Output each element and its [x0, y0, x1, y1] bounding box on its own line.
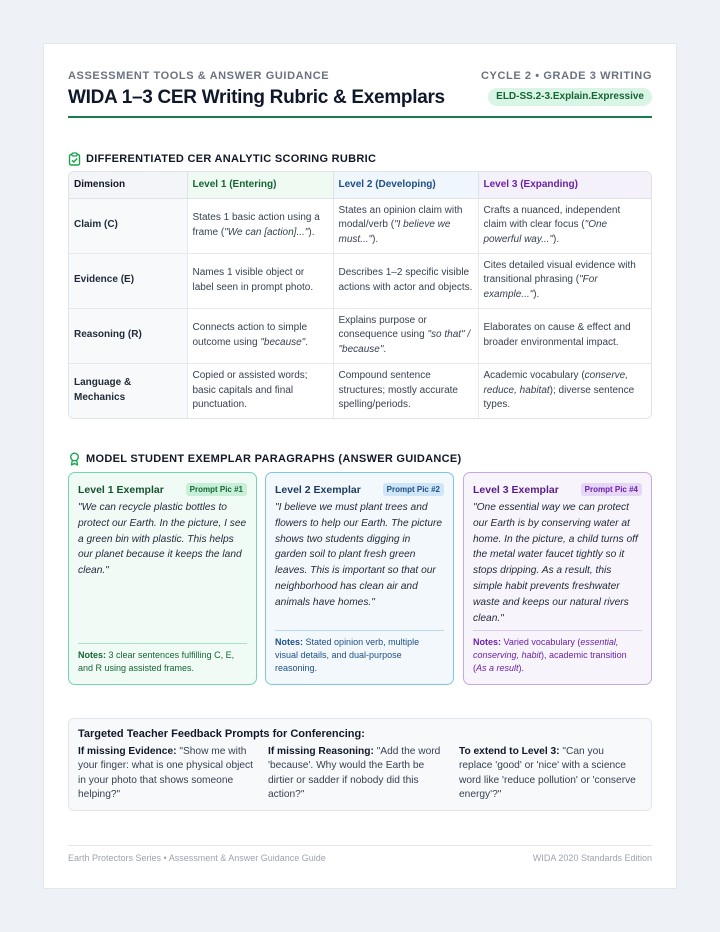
- teacher-feedback-box: [68, 718, 652, 811]
- dimension-cell: Evidence (E): [69, 253, 187, 308]
- level-3-cell: Academic vocabulary (conserve, reduce, habitat); diverse sentence types.: [483, 370, 635, 410]
- card-header: [473, 482, 642, 498]
- level-1-cell: Connects action to simple outcome using "because".: [187, 308, 333, 363]
- card-header: [78, 482, 247, 498]
- card-title: Level 1 Exemplar: [78, 484, 164, 496]
- exemplar-card-level-2: [265, 472, 454, 685]
- level-2-cell: Describes 1–2 specific visible actions with actor and objects.: [333, 253, 478, 308]
- level-3-cell: Crafts a nuanced, independent claim with clear focus ("One powerful way...").: [478, 198, 651, 253]
- prompt-pic-tag: Prompt Pic #1: [186, 483, 247, 496]
- exemplar-paragraph: "We can recycle plastic bottles to protect our Earth. In the picture, I see a green bin with plastic. This helps our planet because it keeps the land clean.": [78, 502, 247, 577]
- dimension-cell: Language & Mechanics: [69, 363, 187, 418]
- exemplar-notes: Notes: 3 clear sentences fulfilling C, E, and R using assisted frames.: [78, 643, 247, 675]
- clipboard-check-icon: [68, 152, 81, 166]
- rubric-page: [43, 43, 677, 889]
- table-row: [69, 198, 651, 253]
- header-divider: [68, 116, 652, 118]
- table-row: [69, 363, 651, 418]
- rubric-header-row: [69, 172, 651, 198]
- dimension-cell: Claim (C): [69, 198, 187, 253]
- level-2-cell: States an opinion claim with modal/verb ("I believe we must...").: [333, 198, 478, 253]
- level-1-cell: Names 1 visible object or label seen in prompt photo.: [187, 253, 333, 308]
- column-header-dimension: Dimension: [69, 172, 187, 198]
- award-ribbon-icon: [68, 452, 81, 466]
- exemplar-card-level-1: [68, 472, 257, 685]
- exemplar-paragraph: "I believe we must plant trees and flowers to help our Earth. The picture shows two students digging in garden soil to plant fresh green leaves. This is important so that our neighborhood has clean air and animals have homes.": [275, 502, 443, 608]
- prompt-pic-tag: Prompt Pic #2: [383, 483, 444, 496]
- rubric-section-title: [68, 152, 376, 166]
- header-eyebrow: ASSESSMENT TOOLS & ANSWER GUIDANCE: [68, 70, 330, 82]
- standard-badge: ELD-SS.2-3.Explain.Expressive: [488, 88, 652, 106]
- level-2-cell: Explains purpose or consequence using "so that" / "because".: [333, 308, 478, 363]
- footer-edition: WIDA 2020 Standards Edition: [532, 853, 652, 863]
- level-3-cell: Elaborates on cause & effect and broader environmental impact.: [478, 308, 651, 363]
- exemplars-section-title: [68, 452, 461, 466]
- feedback-prompt-extend: To extend to Level 3: "Can you replace 'good' or 'nice' with a science word like 'reduce pollution' or 'conserve energy'?": [459, 746, 636, 800]
- column-header-level-2: Level 2 (Developing): [333, 172, 478, 198]
- page-title: WIDA 1–3 CER Writing Rubric & Exemplars: [68, 87, 445, 108]
- level-2-cell: Compound sentence structures; mostly accurate spelling/periods.: [333, 363, 478, 418]
- rubric-section-label: DIFFERENTIATED CER ANALYTIC SCORING RUBRIC: [86, 153, 377, 165]
- level-1-cell: Copied or assisted words; basic capitals and final punctuation.: [187, 363, 333, 418]
- feedback-prompt-evidence: If missing Evidence: "Show me with your finger: what is one physical object in your photo that shows someone helping?": [78, 746, 253, 800]
- table-row: [69, 253, 651, 308]
- feedback-prompts: [78, 745, 642, 805]
- feedback-title: Targeted Teacher Feedback Prompts for Conferencing:: [78, 728, 365, 740]
- level-3-cell: Cites detailed visual evidence with transitional phrasing ("For example...").: [478, 253, 651, 308]
- exemplar-notes: Notes: Varied vocabulary (essential, conserving, habit), academic transition (As a result).: [473, 630, 642, 675]
- page-content: [68, 44, 652, 888]
- card-title: Level 2 Exemplar: [275, 484, 361, 496]
- dimension-cell: Reasoning (R): [69, 308, 187, 363]
- footer-series: Earth Protectors Series • Assessment & Answer Guidance Guide: [68, 853, 326, 863]
- card-header: [275, 482, 444, 498]
- exemplar-cards: [68, 472, 652, 685]
- exemplar-notes: Notes: Stated opinion verb, multiple visual details, and dual-purpose reasoning.: [275, 630, 444, 675]
- exemplar-paragraph: "One essential way we can protect our Earth is by conserving water at home. In the picture, a child turns off the metal water faucet tightly so it stops dripping. As a result, this simple habit prevents freshwater waste and keeps our natural rivers clean.": [473, 502, 638, 624]
- table-row: [69, 308, 651, 363]
- page-header-top: [68, 70, 652, 84]
- header-cycle: CYCLE 2 • GRADE 3 WRITING: [480, 70, 652, 82]
- column-header-level-3: Level 3 (Expanding): [478, 172, 651, 198]
- level-1-cell: States 1 basic action using a frame ("We can [action]...").: [187, 198, 333, 253]
- feedback-prompt-reasoning: If missing Reasoning: "Add the word 'because'. Why would the Earth be dirtier or sadder if nobody did this action?": [268, 746, 441, 800]
- exemplar-card-level-3: [463, 472, 652, 685]
- column-header-level-1: Level 1 (Entering): [187, 172, 333, 198]
- exemplars-section-label: MODEL STUDENT EXEMPLAR PARAGRAPHS (ANSWER GUIDANCE): [86, 453, 462, 465]
- rubric-table: [68, 171, 652, 419]
- prompt-pic-tag: Prompt Pic #4: [581, 483, 642, 496]
- page-footer: [68, 845, 652, 865]
- card-title: Level 3 Exemplar: [473, 484, 559, 496]
